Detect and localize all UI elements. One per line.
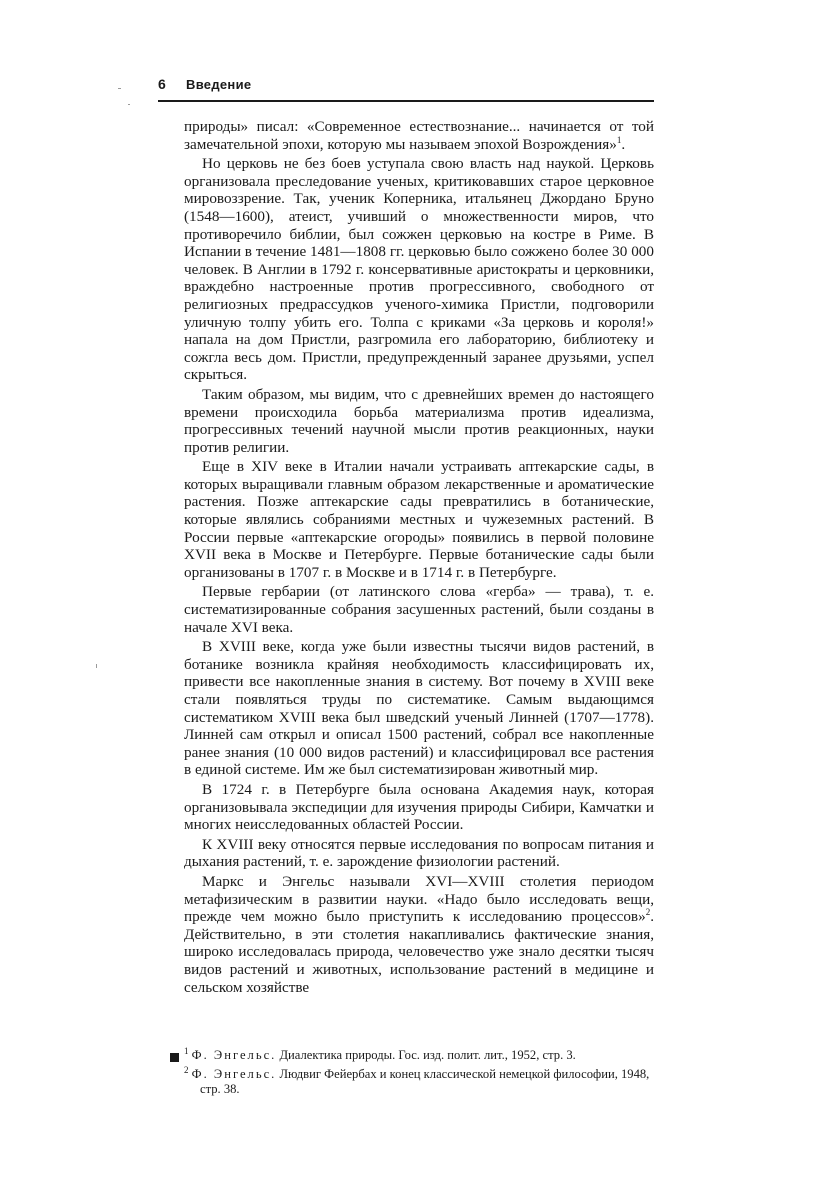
paragraph	[184, 873, 654, 996]
page-number: 6	[158, 76, 166, 92]
paragraph: К XVIII веку относятся первые исследования по вопросам питания и дыхания растений, т. е. зарождение физиологии растений.	[184, 835, 654, 871]
footnote-text: Людвиг Фейербах и конец классической немецкой философии, 1948, стр. 38.	[200, 1066, 650, 1096]
paragraph: Первые гербарии (от латинского слова «герба» — трава), т. е. систематизированные собрания засушенных растений, были созданы в начале XVI века.	[184, 583, 654, 636]
footnote-text: Диалектика природы. Гос. изд. полит. лит., 1952, стр. 3.	[279, 1048, 576, 1062]
scan-speck	[96, 664, 97, 668]
footnotes	[184, 1045, 654, 1101]
footnote	[184, 1064, 654, 1098]
running-head	[158, 74, 654, 102]
paragraph: В XVIII веке, когда уже были известны тысячи видов растений, в ботанике возникла крайняя необходимость классифицировать их, привести все накопленные знания в систему. Вот почему в XVIII веке стали появляться труды по систематике. Самым выдающимся систематиком XVIII века был шведский ученый Линней (1707—1778). Линней сам открыл и описал 1500 растений, собрал все накопленные ранее знания (10 000 видов растений) и классифицировал все растения в единой системе. Им же был систематизирован животный мир.	[184, 638, 654, 779]
footnote	[184, 1045, 654, 1064]
paragraph-text: природы» писал: «Современное естествознание... начинается от той замечательной эпохи, которую мы называем эпохой Возрождения»	[184, 118, 654, 153]
paragraph-text: .	[621, 135, 626, 153]
footnote-number: 1	[184, 1045, 189, 1056]
paragraph-text: Маркс и Энгельс называли XVI—XVIII столетия периодом метафизическим в развитии науки. «Надо было исследовать вещи, прежде чем можно было приступить к исследованию процессов»	[184, 872, 654, 926]
footnote-author: Ф. Энгельс.	[191, 1066, 277, 1081]
paragraph-text: . Действительно, в эти столетия накапливались фактические знания, широко исследовалась природа, человечество уже знало десятки тысяч видов растений и животных, использование растений в медицине и сельском хозяйстве	[184, 908, 654, 996]
paragraph: Но церковь не без боев уступала свою власть над наукой. Церковь организовала преследование ученых, критиковавших старое церковное мировоззрение. Так, ученик Коперника, итальянец Джордано Бруно (1548—1600), атеист, учивший о множественности миров, что противоречило библии, был сожжен церковью на костре в Риме. В Испании в течение 1481—1808 гг. церковью было сожжено более 30 000 человек. В Англии в 1792 г. консервативные аристократы и церковники, враждебно настроенные против прогрессивного, свободного от религиозных предрассудков ученого-химика Пристли, подговорили уличную толпу убить его. Толпа с криками «За церковь и короля!» напала на дом Пристли, разгромила его лабораторию, библиотеку и сожгла весь дом. Пристли, предупрежденный заранее друзьями, успел скрыться.	[184, 155, 654, 384]
footnote-number: 2	[184, 1064, 189, 1075]
paragraph: Еще в XIV веке в Италии начали устраивать аптекарские сады, в которых выращивали главным образом лекарственные и ароматические растения. Позже аптекарские сады превратились в ботанические, которые являлись собраниями местных и чужеземных растений. В России первые «аптекарские огороды» появились в первой половине XVII века в Москве и Петербурге. Первые ботанические сады были организованы в 1707 г. в Москве и в 1714 г. в Петербурге.	[184, 458, 654, 581]
footnote-marker-square	[170, 1053, 179, 1062]
paragraph: В 1724 г. в Петербурге была основана Академия наук, которая организовывала экспедиции для изучения природы Сибири, Камчатки и многих неисследованных областей России.	[184, 780, 654, 834]
scan-speck	[118, 88, 121, 89]
footnote-author: Ф. Энгельс.	[191, 1048, 277, 1062]
footnote-ref: 1	[616, 134, 622, 145]
body-text	[184, 118, 654, 998]
section-title: Введение	[186, 77, 252, 92]
paragraph: Таким образом, мы видим, что с древнейших времен до настоящего времени происходила борьба материализма против идеализма, прогрессивных течений научной мысли против реакционных, науки против религии.	[184, 385, 654, 456]
paragraph	[184, 118, 654, 153]
scan-speck	[128, 104, 130, 105]
footnote-ref: 2	[645, 907, 651, 918]
